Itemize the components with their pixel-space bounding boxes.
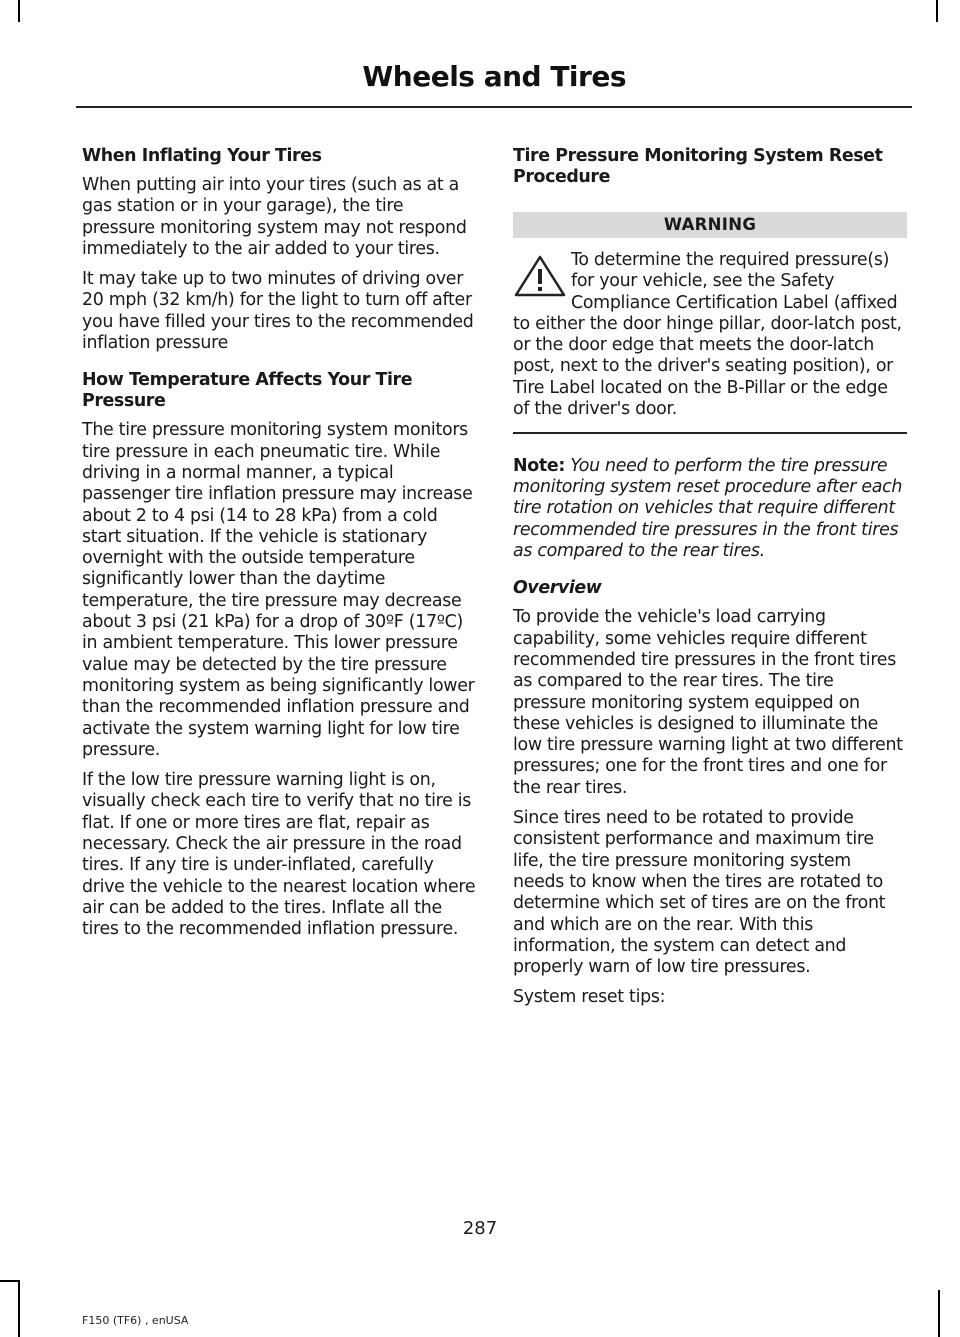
page-number: 287	[462, 1218, 498, 1239]
note	[513, 456, 907, 562]
footer-code: F150 (TF6) , enUSA	[82, 1314, 189, 1327]
right-column	[513, 146, 907, 1018]
note-label: Note:	[513, 455, 566, 476]
left-column	[82, 146, 476, 950]
paragraph: If the low tire pressure warning light is on, visually check each tire to verify that no tire is flat. If one or more tires are flat, repair as necessary. Check the air pressure in the road tires. If any tire is under-inflated, carefully drive the vehicle to the nearest location where air can be added to the tires. Inflate all the tires to the recommended inflation pressure.	[82, 770, 476, 940]
crop-mark-bottom-right	[938, 1290, 940, 1337]
heading-inflating-tires: When Inflating Your Tires	[82, 146, 322, 166]
paragraph: System reset tips:	[513, 987, 666, 1008]
warning-triangle-icon	[513, 254, 567, 298]
paragraph: When putting air into your tires (such as at a gas station or in your garage), the tire pressure monitoring system may not respond immediately to the air added to your tires.	[82, 175, 467, 259]
paragraph: To provide the vehicle's load carrying capability, some vehicles require different recommended tire pressures in the front tires as compared to the rear tires. The tire pressure monitoring system equipped on these vehicles is designed to illuminate the low tire pressure warning light at two different pressures; one for the front tires and one for the rear tires.	[513, 607, 903, 798]
crop-mark-bottom-left-h	[0, 1280, 20, 1282]
paragraph: It may take up to two minutes of driving over 20 mph (32 km/h) for the light to turn off after you have filled your tires to the recommended inflation pressure	[82, 269, 474, 354]
warning-banner: WARNING	[513, 212, 907, 238]
crop-mark-top-right	[936, 0, 938, 22]
heading-temperature: How Temperature Affects Your Tire Pressure	[82, 370, 413, 412]
crop-mark-bottom-left	[18, 1280, 20, 1337]
note-text: You need to perform the tire pressure monitoring system reset procedure after each tire rotation on vehicles that require different recommended tire pressures in the front tires as compared to the rear tires.	[513, 455, 903, 562]
warning-text: To determine the required pressure(s) for your vehicle, see the Safety Compliance Certification Label (affixed to either the door hinge pillar, door-latch post, or the door edge that meets the door-latch post, next to the driver's seating position), or Tire Label located on the B-Pillar or the edge of the driver's door.	[513, 250, 902, 420]
warning-box	[513, 250, 907, 420]
header-divider	[76, 106, 912, 108]
page-header-title: Wheels and Tires	[362, 60, 626, 93]
paragraph: Since tires need to be rotated to provide consistent performance and maximum tire life, the tire pressure monitoring system needs to know when the tires are rotated to determine which set of tires are on the front and which are on the rear. With this information, the system can detect and properly warn of low tire pressures.	[513, 808, 886, 978]
paragraph: The tire pressure monitoring system monitors tire pressure in each pneumatic tire. While driving in a normal manner, a typical passenger tire inflation pressure may increase about 2 to 4 psi (14 to 28 kPa) from a cold start situation. If the vehicle is stationary overnight with the outside temperature significantly lower than the daytime temperature, the tire pressure may decrease about 3 psi (21 kPa) for a drop of 30ºF (17ºC) in ambient temperature. This lower pressure value may be detected by the tire pressure monitoring system as being significantly lower than the recommended inflation pressure and activate the system warning light for low tire pressure.	[82, 420, 475, 760]
heading-overview: Overview	[513, 578, 602, 599]
warning-divider	[513, 432, 907, 434]
heading-reset-procedure: Tire Pressure Monitoring System Reset Procedure	[513, 146, 883, 187]
crop-mark-top-left	[18, 0, 20, 22]
